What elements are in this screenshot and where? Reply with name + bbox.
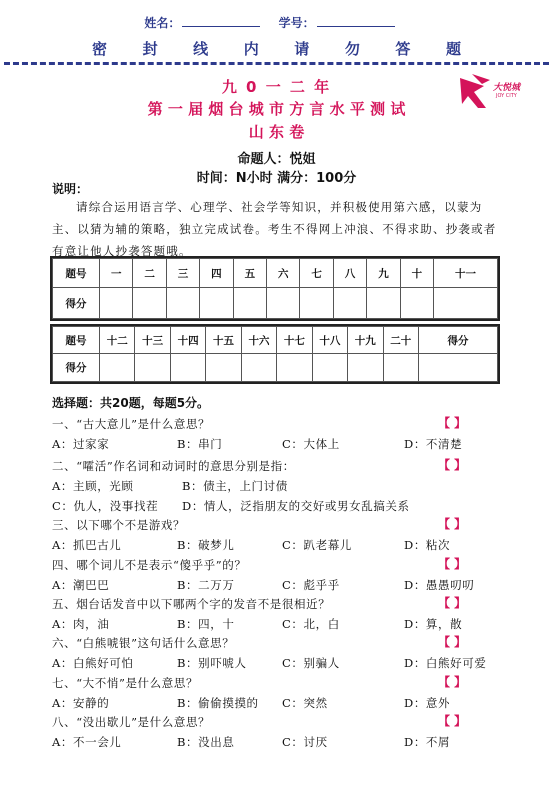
- table-header-cell: 十八: [312, 327, 347, 354]
- instructions-label: 说明：: [52, 182, 89, 196]
- answer-option[interactable]: A：肉，油: [52, 617, 110, 631]
- answer-option[interactable]: D：不清楚: [404, 437, 463, 451]
- score-cell[interactable]: [348, 354, 383, 382]
- answer-option[interactable]: C：彪乎乎: [282, 578, 340, 592]
- table-header-cell: 二十: [383, 327, 419, 354]
- question-text: 三、以下哪个不是游戏？: [52, 518, 186, 532]
- table-header-cell: 四: [200, 259, 233, 288]
- exam-meta: 时间：N小时 满分：100分: [196, 171, 357, 186]
- question-text: 七、“大不悄”是什么意思？: [52, 676, 199, 690]
- answer-bracket[interactable]: 【 】: [438, 517, 467, 531]
- table-header-cell: 题号: [53, 259, 100, 288]
- name-label: 姓名：: [144, 16, 181, 30]
- score-cell[interactable]: [233, 288, 266, 319]
- answer-bracket[interactable]: 【 】: [438, 458, 467, 472]
- answer-option[interactable]: B：别吓唬人: [177, 656, 247, 670]
- table-header-cell: 十一: [434, 259, 498, 288]
- table-row: [53, 288, 498, 319]
- answer-option[interactable]: A：不一会儿: [52, 735, 122, 749]
- score-table-1: [52, 258, 498, 319]
- score-cell[interactable]: [400, 288, 433, 319]
- answer-option[interactable]: D：意外: [404, 696, 451, 710]
- answer-option[interactable]: D：情人，泛指朋友的交好或男女乱搞关系: [182, 499, 410, 513]
- seal-char: 密: [92, 40, 108, 58]
- answer-option[interactable]: B：四，十: [177, 617, 235, 631]
- question-text: 八、“没出歇儿”是什么意思？: [52, 715, 211, 729]
- seal-char: 内: [243, 40, 259, 58]
- answer-option[interactable]: D：白熊好可爱: [404, 656, 487, 670]
- answer-option[interactable]: A：过家家: [52, 437, 110, 451]
- table-header-cell: 十七: [277, 327, 312, 354]
- question-text: 二、“嚯活”作名词和动词时的意思分别是指：: [52, 459, 295, 473]
- score-cell[interactable]: [300, 288, 333, 319]
- table-header-cell: 十三: [135, 327, 170, 354]
- answer-option[interactable]: D：粘次: [404, 538, 451, 552]
- score-cell[interactable]: [100, 288, 133, 319]
- answer-bracket[interactable]: 【 】: [438, 416, 467, 430]
- table-header-cell: 题号: [53, 327, 100, 354]
- question-stem: [52, 517, 502, 533]
- answer-option[interactable]: C：突然: [282, 696, 328, 710]
- score-cell[interactable]: [267, 288, 300, 319]
- table-row: [53, 354, 498, 382]
- question-stem: [52, 714, 502, 730]
- answer-option[interactable]: B：偷偷摸摸的: [177, 696, 259, 710]
- table-header-cell: 三: [166, 259, 199, 288]
- answer-option[interactable]: B：破梦儿: [177, 538, 235, 552]
- score-cell[interactable]: [200, 288, 233, 319]
- table-header-cell: 一: [100, 259, 133, 288]
- answer-option[interactable]: A：主顾，光顾: [52, 479, 134, 493]
- seal-dashed-line: [4, 62, 549, 65]
- score-table-2: [52, 326, 498, 382]
- answer-bracket[interactable]: 【 】: [438, 557, 467, 571]
- table-header-cell: 八: [333, 259, 366, 288]
- section-heading: 选择题：共20题，每题5分。: [52, 396, 210, 410]
- score-cell[interactable]: [206, 354, 241, 382]
- score-cell[interactable]: [135, 354, 170, 382]
- score-cell[interactable]: [166, 288, 199, 319]
- answer-option[interactable]: D：算，散: [404, 617, 463, 631]
- question-stem: [52, 557, 502, 573]
- score-cell[interactable]: [277, 354, 312, 382]
- logo-sub: JOY CITY: [496, 93, 517, 99]
- answer-option[interactable]: A：安静的: [52, 696, 110, 710]
- answer-bracket[interactable]: 【 】: [438, 675, 467, 689]
- score-cell[interactable]: [333, 288, 366, 319]
- answer-option[interactable]: C：大体上: [282, 437, 340, 451]
- instructions-text: 请综合运用语言学、心理学、社会学等知识，并积极使用第六感，以蒙为主、以猜为辅的策略，独立完成试卷。考生不得网上冲浪、不得求助、抄袭或者有意让他人抄袭答题哦。: [52, 200, 497, 258]
- table-header-cell: 十二: [100, 327, 135, 354]
- table-row: [53, 327, 498, 354]
- exam-volume: 山 东 卷: [248, 123, 305, 141]
- seal-char: 答: [395, 40, 411, 58]
- answer-option[interactable]: B：没出息: [177, 735, 235, 749]
- score-cell[interactable]: [100, 354, 135, 382]
- answer-option[interactable]: C：趴老幕儿: [282, 538, 352, 552]
- answer-option[interactable]: A：潮巴巴: [52, 578, 110, 592]
- answer-bracket[interactable]: 【 】: [438, 596, 467, 610]
- answer-option[interactable]: A：抓巴古儿: [52, 538, 122, 552]
- table-row: [53, 259, 498, 288]
- score-cell[interactable]: [312, 354, 347, 382]
- question-stem: [52, 635, 502, 651]
- question-text: 四、哪个词儿不是表示“傻乎乎”的？: [52, 558, 247, 572]
- answer-option[interactable]: C：别骗人: [282, 656, 340, 670]
- table-header-cell: 得分: [53, 354, 100, 382]
- table-header-cell: 十: [400, 259, 433, 288]
- question-stem: [52, 596, 502, 612]
- table-header-cell: 十四: [170, 327, 205, 354]
- table-header-cell: 十五: [206, 327, 241, 354]
- answer-option[interactable]: C：讨厌: [282, 735, 328, 749]
- answer-bracket[interactable]: 【 】: [438, 714, 467, 728]
- id-blank[interactable]: [317, 16, 395, 27]
- answer-bracket[interactable]: 【 】: [438, 635, 467, 649]
- question-text: 六、“白熊唬银”这句话什么意思？: [52, 636, 235, 650]
- student-info-row: [0, 14, 553, 31]
- answer-option[interactable]: A：白熊好可怕: [52, 656, 134, 670]
- score-cell[interactable]: [383, 354, 419, 382]
- question-text: 一、“古大意儿”是什么意思？: [52, 417, 211, 431]
- seal-char: 勿: [344, 40, 360, 58]
- question-stem: [52, 458, 502, 474]
- table-header-cell: 十六: [241, 327, 276, 354]
- score-cell[interactable]: [367, 288, 400, 319]
- name-blank[interactable]: [182, 16, 260, 27]
- seal-char: 封: [142, 40, 158, 58]
- question-stem: [52, 416, 502, 432]
- table-header-cell: 六: [267, 259, 300, 288]
- total-score-cell[interactable]: [419, 354, 498, 382]
- answer-option[interactable]: C：仇人，没事找茬: [52, 499, 159, 513]
- exam-year: 九 0 一 二 年: [221, 78, 332, 96]
- answer-option[interactable]: C：北，白: [282, 617, 340, 631]
- table-header-cell: 十九: [348, 327, 383, 354]
- table-header-cell: 二: [133, 259, 166, 288]
- question-stem: [52, 675, 502, 691]
- answer-option[interactable]: B：串门: [177, 437, 223, 451]
- score-cell[interactable]: [241, 354, 276, 382]
- table-header-cell: 得分: [419, 327, 498, 354]
- seal-char: 请: [294, 40, 310, 58]
- score-cell[interactable]: [133, 288, 166, 319]
- seal-char: 线: [193, 40, 209, 58]
- logo-name: 大悦城: [493, 83, 521, 93]
- seal-line-warning: [0, 38, 553, 59]
- score-cell[interactable]: [434, 288, 498, 319]
- answer-option[interactable]: B：二万万: [177, 578, 235, 592]
- seal-char: 题: [445, 40, 461, 58]
- table-header-cell: 九: [367, 259, 400, 288]
- table-header-cell: 五: [233, 259, 266, 288]
- score-cell[interactable]: [170, 354, 205, 382]
- exam-title: 第 一 届 烟 台 城 市 方 言 水 平 测 试: [147, 100, 406, 118]
- exam-setter: 命题人：悦姐: [237, 152, 316, 167]
- answer-option[interactable]: B：债主，上门讨债: [182, 479, 288, 493]
- question-text: 五、烟台话发音中以下哪两个字的发音不是很相近？: [52, 597, 331, 611]
- answer-option[interactable]: D：愚愚叨叨: [404, 578, 475, 592]
- id-label: 学号：: [278, 16, 315, 30]
- table-header-cell: 得分: [53, 288, 100, 319]
- table-header-cell: 七: [300, 259, 333, 288]
- answer-option[interactable]: D：不屑: [404, 735, 451, 749]
